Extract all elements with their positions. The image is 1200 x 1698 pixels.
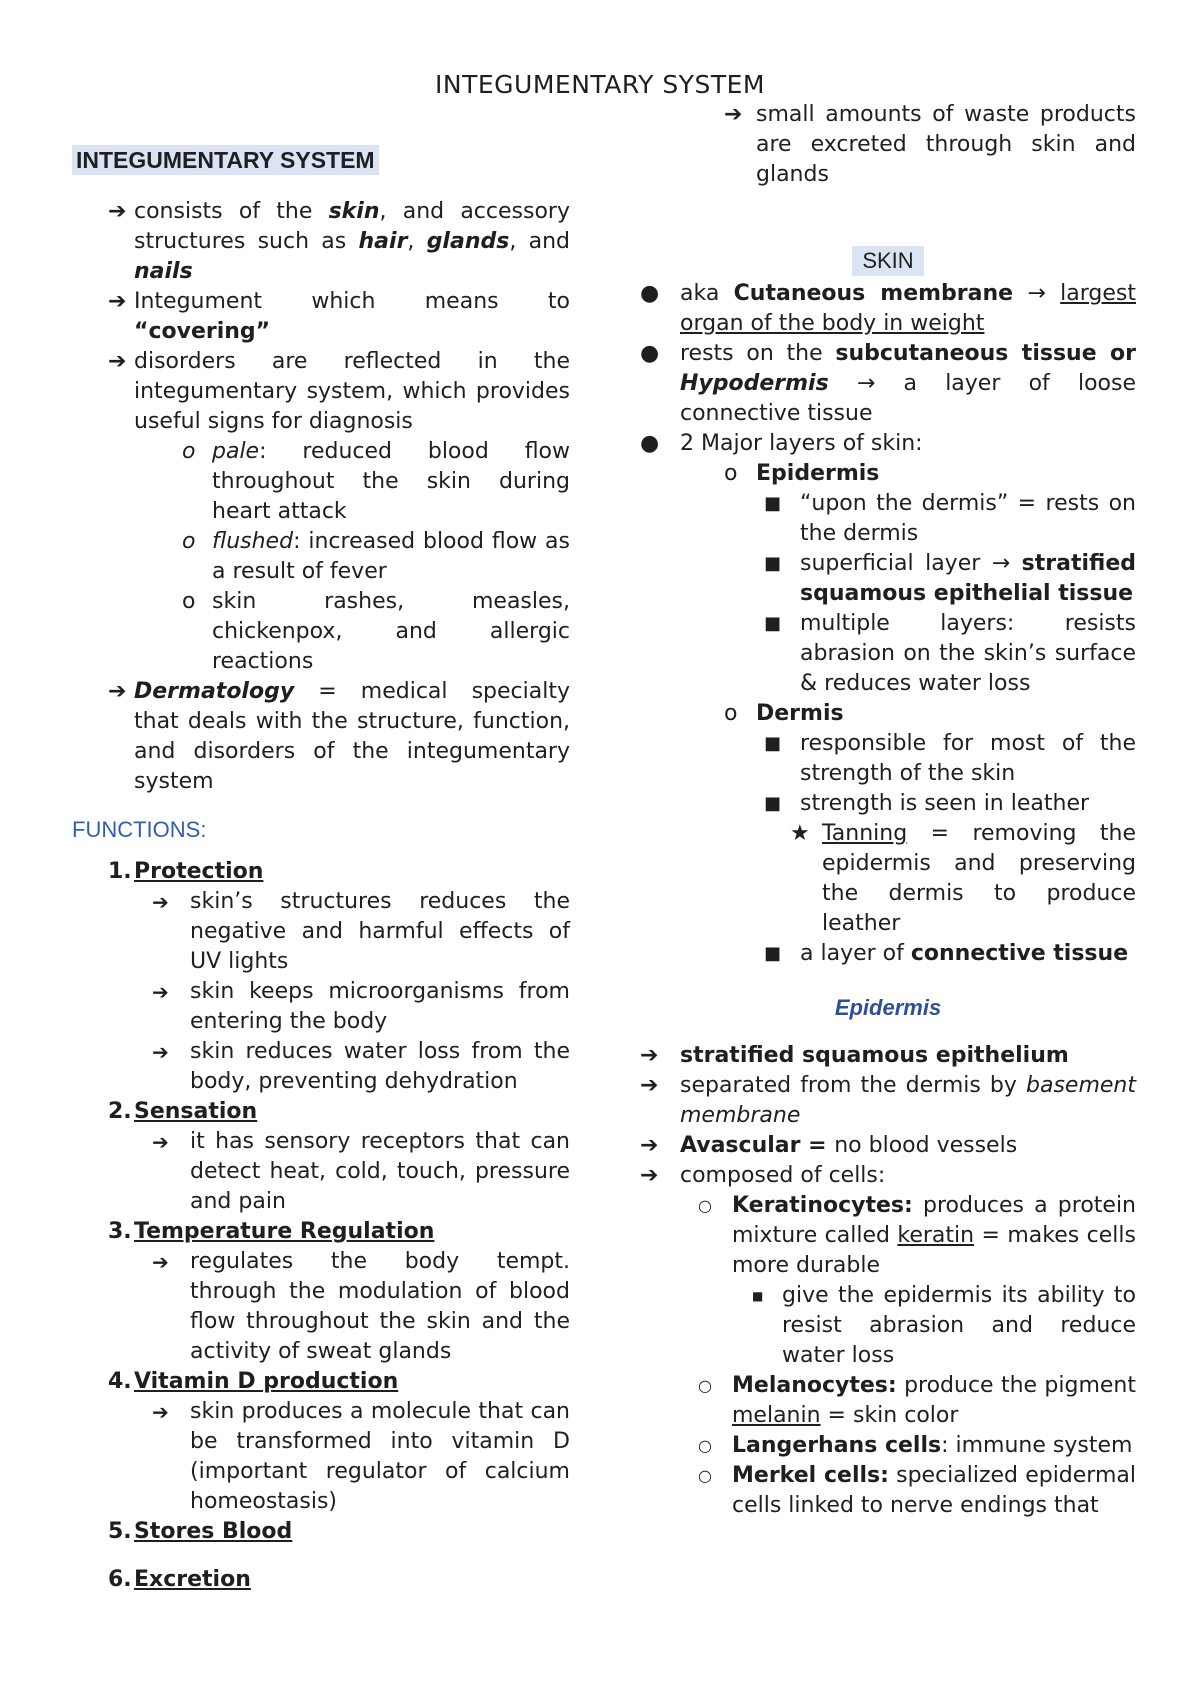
sub-list-item: ○ Merkel cells: specialized epidermal cells linked to nerve endings that xyxy=(698,1463,1136,1518)
list-item: ● rests on the subcutaneous tissue or Hypodermis → a layer of loose connective tissue xyxy=(640,341,1136,426)
arrow-bullet-icon: ➔ xyxy=(108,349,127,374)
sub-list-item: ○ Langerhans cells: immune system xyxy=(640,1431,1136,1461)
square-bullet-icon: ■ xyxy=(764,493,782,514)
sub-list-item: ➔ skin produces a molecule that can be transformed into vitamin D (important regulator of calcium homeostasis) xyxy=(152,1399,570,1514)
arrow-bullet-icon: ➔ xyxy=(108,289,127,314)
arrow-bullet-icon: ➔ xyxy=(152,980,169,1004)
arrow-bullet-icon: ➔ xyxy=(640,1073,659,1098)
sub-sub-list-item: ■ multiple layers: resists abrasion on the skin’s surface & reduces water loss xyxy=(764,611,1136,696)
function-item: 1. Protection xyxy=(108,859,264,884)
dot-bullet-icon: ● xyxy=(640,281,660,306)
arrow-bullet-icon: ➔ xyxy=(640,1133,659,1158)
right-column xyxy=(640,100,1136,1521)
sub-list-item: ○ Melanocytes: produce the pigment melanin = skin color xyxy=(698,1373,1136,1428)
list-item: ➔ composed of cells: xyxy=(640,1161,1136,1191)
circle-bullet-icon: o xyxy=(724,701,738,726)
sub-list-item: o Epidermis xyxy=(640,459,1136,489)
sub-sub-list-item: ■ superficial layer → stratified squamous epithelial tissue xyxy=(764,551,1136,606)
sub-list-item: ➔ skin reduces water loss from the body, preventing dehydration xyxy=(152,1039,570,1094)
sub-list-item: ➔ skin keeps microorganisms from entering the body xyxy=(152,979,570,1034)
functions-heading: FUNCTIONS: xyxy=(72,817,207,842)
list-item: ➔ small amounts of waste products are excreted through skin and glands xyxy=(724,102,1136,187)
ring-bullet-icon: ○ xyxy=(698,1376,712,1395)
list-item: ➔ stratified squamous epithelium xyxy=(640,1041,1136,1071)
function-item: 5. Stores Blood xyxy=(108,1519,293,1544)
epidermis-heading: Epidermis xyxy=(834,995,942,1020)
circle-bullet-icon: o xyxy=(182,439,196,464)
sub-sub-list-item: ■ “upon the dermis” = rests on the dermis xyxy=(764,491,1136,546)
section-heading: INTEGUMENTARY SYSTEM xyxy=(72,145,379,175)
square-bullet-icon: ■ xyxy=(764,613,782,634)
sub-list-item: ➔ regulates the body tempt. through the modulation of blood flow throughout the skin and the activity of sweat glands xyxy=(152,1249,570,1364)
sub-list-item: ○ Keratinocytes: produces a protein mixture called keratin = makes cells more durable xyxy=(698,1193,1136,1278)
sub-sub-list-item: ★ Tanning = removing the epidermis and preserving the dermis to produce leather xyxy=(790,821,1136,936)
list-item: ➔ Avascular = no blood vessels xyxy=(640,1131,1136,1161)
list-item-cont: “covering” xyxy=(134,319,271,344)
sub-list-item: ➔ it has sensory receptors that can detect heat, cold, touch, pressure and pain xyxy=(152,1129,570,1214)
arrow-bullet-icon: ➔ xyxy=(724,102,743,127)
left-column xyxy=(72,145,570,1595)
sub-sub-list-item: ■ strength is seen in leather xyxy=(640,789,1136,819)
star-icon: ★ xyxy=(790,821,810,846)
ring-bullet-icon: ○ xyxy=(698,1196,712,1215)
dot-bullet-icon: ● xyxy=(640,341,660,366)
circle-bullet-icon: o xyxy=(724,461,738,486)
arrow-bullet-icon: ➔ xyxy=(640,1163,659,1188)
dot-bullet-icon: ● xyxy=(640,431,660,456)
sub-list-item: o pale: reduced blood flow throughout the skin during heart attack xyxy=(182,439,570,524)
arrow-bullet-icon: ➔ xyxy=(152,1250,169,1274)
sub-sub-list-item: ■ give the epidermis its ability to resist abrasion and reduce water loss xyxy=(752,1283,1136,1368)
arrow-bullet-icon: ➔ xyxy=(108,679,127,704)
square-bullet-icon: ■ xyxy=(764,733,782,754)
function-item: 6. Excretion xyxy=(108,1567,251,1592)
skin-heading: SKIN xyxy=(852,246,923,276)
small-square-bullet-icon: ■ xyxy=(752,1289,764,1303)
page-title: INTEGUMENTARY SYSTEM xyxy=(435,70,765,99)
sub-sub-list-item: ■ a layer of connective tissue xyxy=(640,939,1136,969)
list-item: ➔ separated from the dermis by basement membrane xyxy=(640,1073,1136,1128)
square-bullet-icon: ■ xyxy=(764,553,782,574)
sub-list-item: o Dermis xyxy=(640,699,1136,729)
arrow-bullet-icon: ➔ xyxy=(108,199,127,224)
list-item: ➔ consists of the skin, and accessory structures such as hair, glands, and nails xyxy=(108,199,570,284)
list-item: ● aka Cutaneous membrane → largest organ of the body in weight xyxy=(640,281,1137,336)
sub-list-item: ➔ skin’s structures reduces the negative and harmful effects of UV lights xyxy=(152,889,570,974)
list-item: ➔ disorders are reflected in the integumentary system, which provides useful signs for diagnosis xyxy=(108,349,570,434)
ring-bullet-icon: ○ xyxy=(698,1436,712,1455)
sub-list-item: o skin rashes, measles, chickenpox, and allergic reactions xyxy=(182,589,570,674)
function-item: 2. Sensation xyxy=(108,1099,258,1124)
square-bullet-icon: ■ xyxy=(764,793,782,814)
list-item: ● 2 Major layers of skin: xyxy=(640,429,1136,459)
ring-bullet-icon: ○ xyxy=(698,1466,712,1485)
arrow-bullet-icon: ➔ xyxy=(152,1400,169,1424)
sub-sub-list-item: ■ responsible for most of the strength of the skin xyxy=(764,731,1136,786)
circle-bullet-icon: o xyxy=(182,529,196,554)
arrow-bullet-icon: ➔ xyxy=(640,1043,659,1068)
list-item: ➔ Integument which means to xyxy=(72,287,570,317)
list-item: ➔ Dermatology = medical specialty that deals with the structure, function, and disorders of the integumentary system xyxy=(108,679,570,794)
function-item: 4. Vitamin D production xyxy=(108,1369,399,1394)
arrow-bullet-icon: ➔ xyxy=(152,1040,169,1064)
arrow-bullet-icon: ➔ xyxy=(152,1130,169,1154)
circle-bullet-icon: o xyxy=(182,589,196,614)
arrow-bullet-icon: ➔ xyxy=(152,890,169,914)
square-bullet-icon: ■ xyxy=(764,943,782,964)
sub-list-item: o flushed: increased blood flow as a result of fever xyxy=(182,529,570,584)
function-item: 3. Temperature Regulation xyxy=(108,1219,435,1244)
